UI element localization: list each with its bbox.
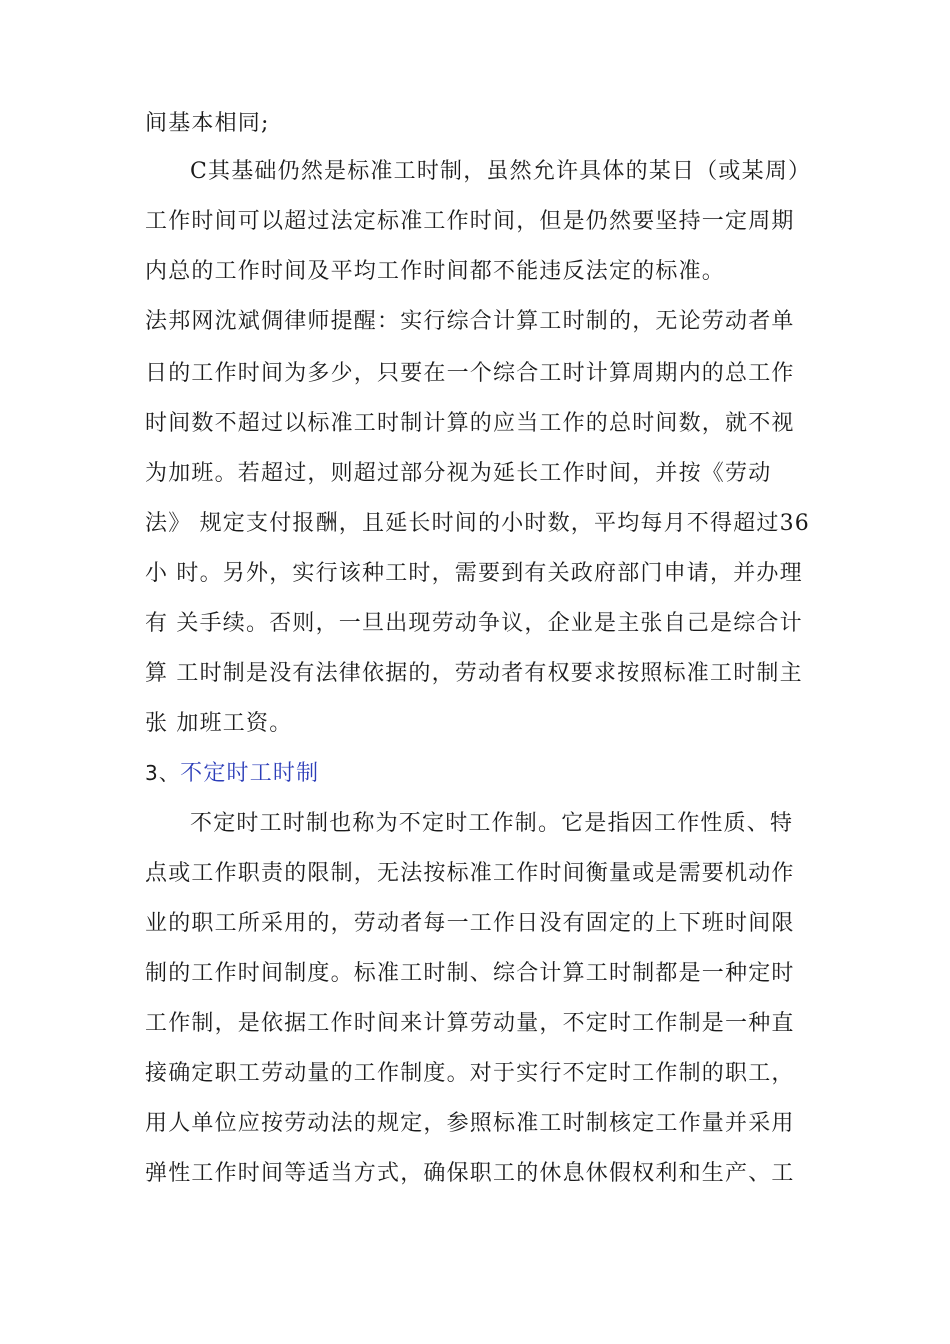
section-title-link[interactable]: 不定时工时制 <box>180 761 320 786</box>
paragraph-line: 法》 规定支付报酬，且延长时间的小时数，平均每月不得超过36 <box>145 511 810 536</box>
paragraph-line: 有 关手续。否则，一旦出现劳动争议，企业是主张自己是综合计 <box>145 611 803 636</box>
paragraph-line: 业的职工所采用的，劳动者每一工作日没有固定的上下班时间限 <box>145 911 795 936</box>
paragraph-line: 为加班。若超过，则超过部分视为延长工作时间，并按《劳动 <box>145 461 772 486</box>
paragraph-line: 点或工作职责的限制，无法按标准工作时间衡量或是需要机动作 <box>145 861 795 886</box>
paragraph-line: 内总的工作时间及平均工作时间都不能违反法定的标准。 <box>145 259 726 284</box>
paragraph-line: C其基础仍然是标准工时制，虽然允许具体的某日（或某周） <box>190 159 812 184</box>
paragraph-line: 间基本相同; <box>145 111 270 136</box>
paragraph-line: 算 工时制是没有法律依据的，劳动者有权要求按照标准工时制主 <box>145 661 803 686</box>
section-number: 3、 <box>145 761 181 785</box>
paragraph-line: 张 加班工资。 <box>145 711 293 736</box>
paragraph-line: 工作制，是依据工作时间来计算劳动量，不定时工作制是一种直 <box>145 1011 795 1036</box>
paragraph-line: 工作时间可以超过法定标准工作时间，但是仍然要坚持一定周期 <box>145 209 795 234</box>
paragraph-line: 日的工作时间为多少，只要在一个综合工时计算周期内的总工作 <box>145 361 795 386</box>
paragraph-line: 用人单位应按劳动法的规定，参照标准工时制核定工作量并采用 <box>145 1111 795 1136</box>
paragraph-line: 时间数不超过以标准工时制计算的应当工作的总时间数，就不视 <box>145 411 795 436</box>
paragraph-line: 弹性工作时间等适当方式，确保职工的休息休假权利和生产、工 <box>145 1161 795 1186</box>
paragraph-line: 制的工作时间制度。标准工时制、综合计算工时制都是一种定时 <box>145 961 795 986</box>
paragraph-line: 法邦网沈斌倜律师提醒：实行综合计算工时制的，无论劳动者单 <box>145 309 795 334</box>
paragraph-line: 不定时工时制也称为不定时工作制。它是指因工作性质、特 <box>190 811 794 836</box>
paragraph-line: 小 时。另外，实行该种工时，需要到有关政府部门申请，并办理 <box>145 561 803 586</box>
section-heading <box>145 758 319 789</box>
paragraph-line: 接确定职工劳动量的工作制度。对于实行不定时工作制的职工， <box>145 1061 795 1086</box>
